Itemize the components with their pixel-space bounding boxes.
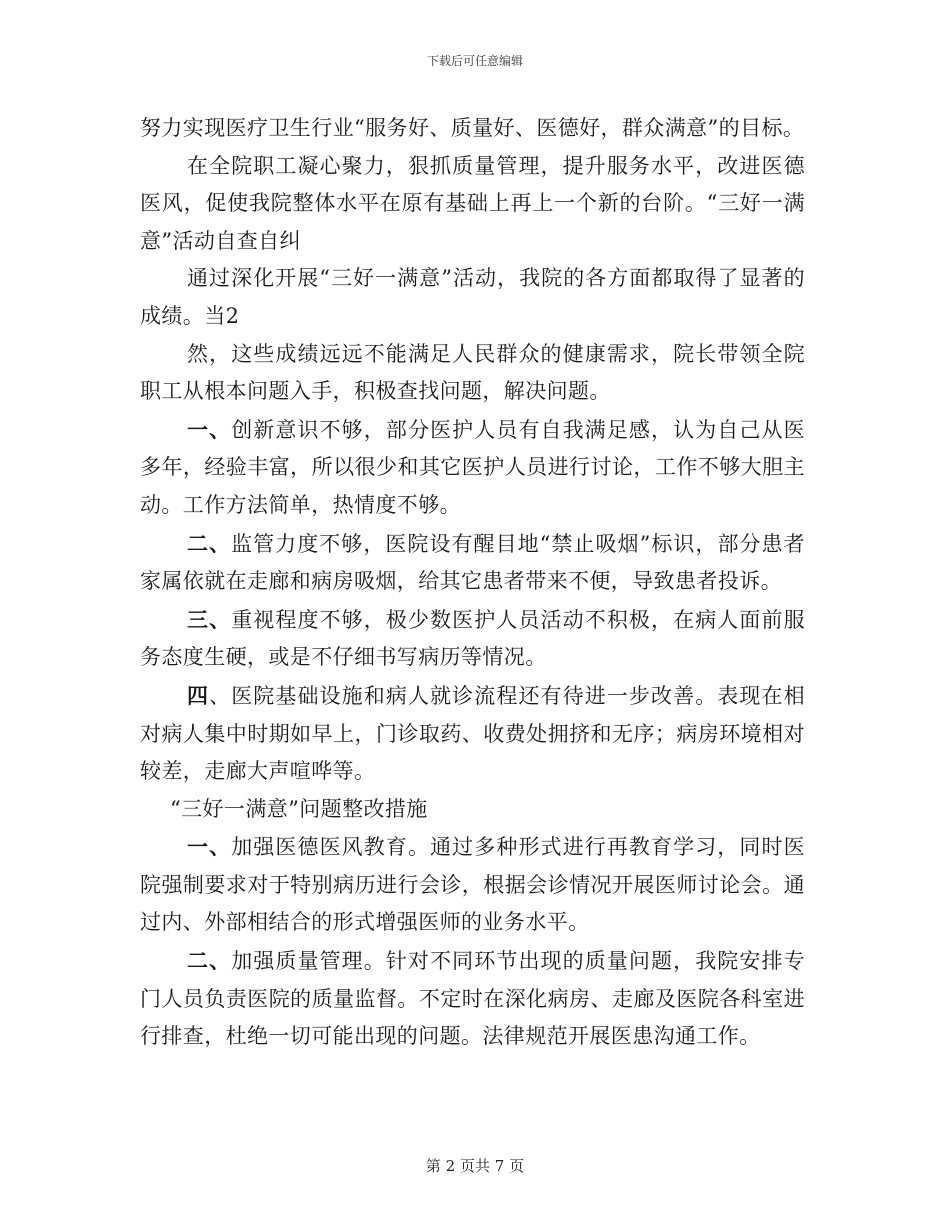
paragraph-measure-1 [140,828,805,942]
heading-text: “三好一满意”问题整改措施 [170,796,428,821]
paragraph-problem-3 [140,601,805,677]
paragraph-text: 加强质量管理。针对不同环节出现的质量问题，我院安排专门人员负责医院的质量监督。不定时在深化病房、走廊及医院各科室进行排查，杜绝一切可能出现的问题。法律规范开展医患沟通工作。 [140,949,805,1049]
paragraph-text: 重视程度不够，极少数医护人员活动不积极，在病人面前服务态度生硬，或是不仔细书写病历等情况。 [140,607,805,670]
paragraph-lead: 三、 [187,606,232,632]
paragraph-problems-intro [140,336,805,411]
paragraph-problem-1 [140,411,805,525]
paragraph-text: 监管力度不够，医院设有醒目地“禁止吸烟”标识，部分患者家属依就在走廊和病房吸烟，给其它患者带来不便，导致患者投诉。 [140,531,805,594]
paragraph-intro [140,148,805,261]
paragraph-text: 、医院基础设施和病人就诊流程还有待进一步改善。表现在相对病人集中时期如早上，门诊取药、收费处拥挤和无序；病房环境相对较差，走廊大声喧哗等。 [140,683,805,784]
paragraph-text: 努力实现医疗卫生行业“服务好、质量好、医德好，群众满意”的目标。 [140,116,805,140]
paragraph-problem-4 [140,677,805,791]
paragraph-achievements [140,260,805,335]
paragraph-measure-2 [140,942,805,1056]
paragraph-problem-2 [140,525,805,601]
paragraph-lead: 四 [187,682,210,708]
paragraph-text: 加强医德医风教育。通过多种形式进行再教育学习，同时医院强制要求对于特别病历进行会诊，根据会诊情况开展医师讨论会。通过内、外部相结合的形式增强医师的业务水平。 [140,835,805,935]
paragraph-text: 通过深化开展“三好一满意”活动，我院的各方面都取得了显著的成绩。当2 [140,266,805,328]
page-header: 下载后可任意编辑 [426,54,523,68]
paragraph-text: 然，这些成绩远远不能满足人民群众的健康需求，院长带领全院职工从根本问题入手，积极查找问题，解决问题。 [140,341,805,404]
section-heading [140,791,805,829]
paragraph-lead: 二、 [187,530,232,556]
paragraph-lead: 一、 [187,834,232,860]
paragraph-text: 创新意识不够，部分医护人员有自我满足感，认为自己从医多年，经验丰富，所以很少和其它医护人员进行讨论，工作不够大胆主动。工作方法简单，热情度不够。 [140,417,805,517]
paragraph-continuation [140,110,805,148]
document-body [140,110,805,1056]
page-footer: 第 2 页共 7 页 [425,1157,525,1175]
paragraph-lead: 二、 [187,948,232,974]
paragraph-text: 在全院职工凝心聚力，狠抓质量管理，提升服务水平，改进医德医风，促使我院整体水平在原有基础上再上一个新的台阶。“三好一满意”活动自查自纠 [140,153,805,253]
paragraph-lead: 一、 [187,416,232,442]
